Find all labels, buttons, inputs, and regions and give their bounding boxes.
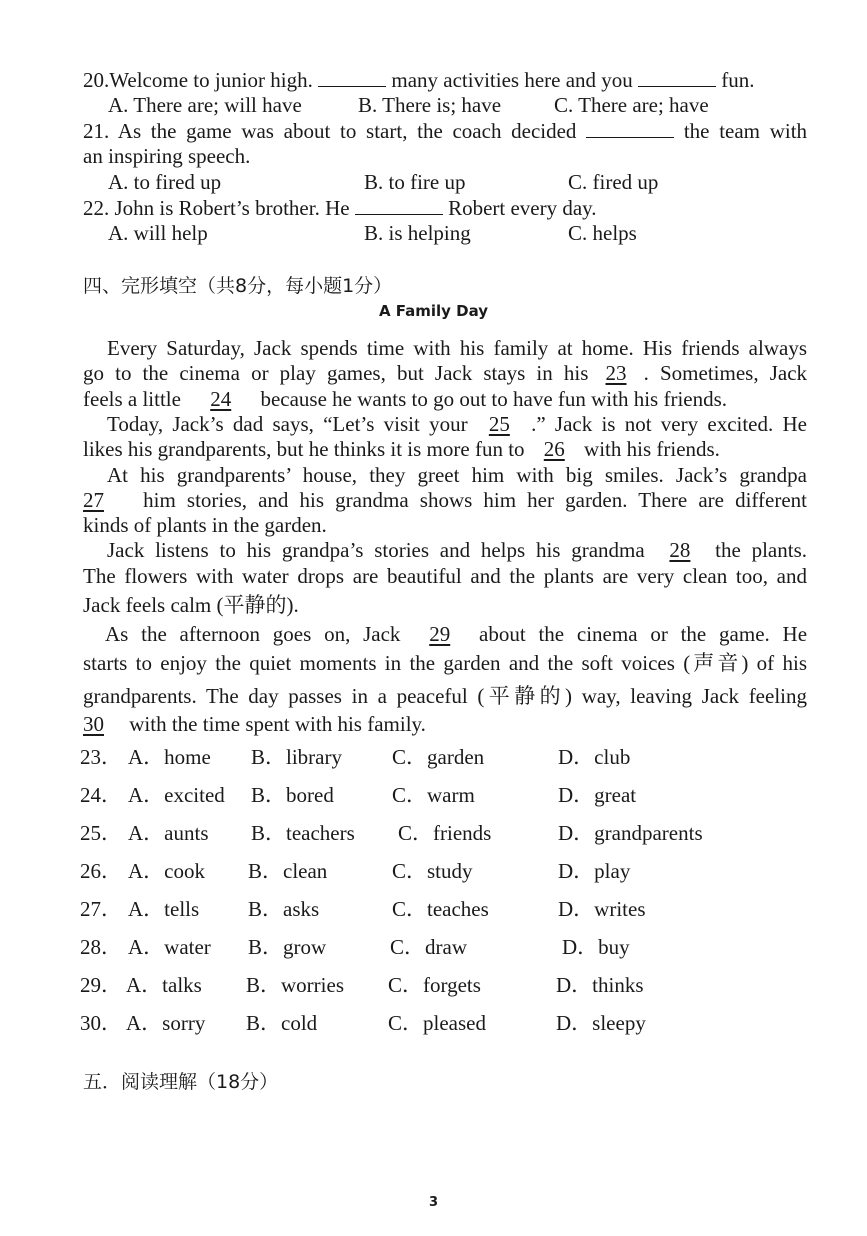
blank-30: 30 — [83, 712, 104, 736]
answer-blank — [318, 66, 386, 87]
question-22-option-a: A. will help — [108, 221, 208, 245]
choice-d: D．thinks — [556, 973, 644, 997]
answer-blank — [586, 117, 674, 138]
choice-d: D．buy — [562, 935, 630, 959]
choice-a: A．aunts — [128, 821, 209, 845]
question-22-option-b: B. is helping — [364, 221, 471, 245]
choice-b: B．cold — [246, 1011, 318, 1035]
choice-c: C．friends — [398, 821, 492, 845]
choice-a: A．tells — [128, 897, 200, 921]
choice-c: C．garden — [392, 745, 485, 769]
choice-number: 26． — [80, 859, 122, 883]
choice-a: A．home — [128, 745, 211, 769]
question-20-option-a: A. There are; will have — [108, 93, 302, 117]
passage-line: At his grandparents’ house, they greet him with big smiles. Jack’s grandpa — [107, 463, 807, 487]
blank-26: 26 — [543, 437, 565, 461]
choice-a: A．excited — [128, 783, 225, 807]
choice-c: C．pleased — [388, 1011, 486, 1035]
choice-number: 29． — [80, 973, 122, 997]
question-22-stem: 22. John is Robert’s brother. He Robert every day. — [83, 196, 597, 220]
choice-d: D．great — [558, 783, 637, 807]
passage-line: As the afternoon goes on, Jack 29 about the cinema or the game. He — [105, 622, 808, 646]
question-20-option-b: B. There is; have — [358, 93, 502, 117]
passage-line: Jack feels calm (平静的). — [83, 593, 299, 617]
passage-line: Jack listens to his grandpa’s stories and helps his grandma 28 the plants. — [107, 538, 807, 562]
passage-line: 30 with the time spent with his family. — [83, 712, 426, 736]
passage-line: Today, Jack’s dad says, “Let’s visit your 25 .” Jack is not very excited. He — [107, 412, 807, 436]
blank-27: 27 — [83, 488, 104, 512]
question-21-option-a: A. to fired up — [108, 170, 222, 194]
choice-number: 24． — [80, 783, 122, 807]
passage-line: likes his grandparents, but he thinks it is more fun to 26 with his friends. — [83, 437, 720, 461]
blank-24: 24 — [210, 387, 232, 411]
blank-23: 23 — [605, 361, 627, 385]
page-number: 3 — [428, 1195, 439, 1210]
question-21-option-c: C. fired up — [568, 170, 659, 194]
choice-d: D．writes — [558, 897, 646, 921]
choice-c: C．warm — [392, 783, 475, 807]
passage-line: feels a little 24 because he wants to go out to have fun with his friends. — [83, 387, 728, 411]
choice-b: B．asks — [248, 897, 320, 921]
passage-line: Every Saturday, Jack spends time with his family at home. His friends always — [107, 336, 807, 360]
question-21-option-b: B. to fire up — [364, 170, 466, 194]
choice-d: D．grandparents — [558, 821, 703, 845]
passage-title: A Family Day — [378, 302, 489, 320]
passage-line: go to the cinema or play games, but Jack stays in his 23 . Sometimes, Jack — [83, 361, 808, 385]
passage-line: kinds of plants in the garden. — [83, 513, 327, 537]
section-5-heading: 五．阅读理解（18分） — [83, 1071, 279, 1093]
blank-25: 25 — [488, 412, 510, 436]
question-22-option-c: C. helps — [568, 221, 637, 245]
answer-blank — [638, 66, 716, 87]
choice-b: B．bored — [251, 783, 334, 807]
passage-line: The flowers with water drops are beautiful and the plants are very clean too, and — [83, 564, 807, 588]
choice-b: B．library — [251, 745, 342, 769]
choice-b: B．grow — [248, 935, 327, 959]
choice-c: C．forgets — [388, 973, 481, 997]
blank-28: 28 — [669, 538, 691, 562]
choice-a: A．talks — [126, 973, 202, 997]
choice-c: C．teaches — [392, 897, 489, 921]
passage-line: 27 him stories, and his grandma shows him her garden. There are different — [83, 488, 807, 512]
question-21-stem: 21. As the game was about to start, the coach decided the team with — [83, 119, 808, 143]
choice-d: D．sleepy — [556, 1011, 646, 1035]
choice-c: C．draw — [390, 935, 467, 959]
choice-a: A．cook — [128, 859, 205, 883]
choice-b: B．clean — [248, 859, 328, 883]
choice-number: 23． — [80, 745, 122, 769]
choice-number: 28． — [80, 935, 122, 959]
passage-line: grandparents. The day passes in a peaceful (平静的) way, leaving Jack feeling — [83, 684, 807, 708]
choice-a: A．water — [128, 935, 211, 959]
question-20-option-c: C. There are; have — [554, 93, 709, 117]
passage-line: starts to enjoy the quiet moments in the garden and the soft voices (声音) of his — [83, 651, 807, 675]
section-4-heading: 四、完形填空（共8分，每小题1分） — [83, 275, 393, 297]
answer-blank — [355, 194, 443, 215]
question-21-stem-continued: an inspiring speech. — [83, 144, 251, 168]
blank-29: 29 — [429, 622, 451, 646]
choice-d: D．play — [558, 859, 631, 883]
choice-a: A．sorry — [126, 1011, 206, 1035]
choice-c: C．study — [392, 859, 473, 883]
choice-b: B．teachers — [251, 821, 355, 845]
choice-number: 25． — [80, 821, 122, 845]
question-20-stem: 20.Welcome to junior high. many activities here and you fun. — [83, 68, 755, 92]
choice-b: B．worries — [246, 973, 344, 997]
choice-d: D．club — [558, 745, 631, 769]
choice-number: 30． — [80, 1011, 122, 1035]
choice-number: 27． — [80, 897, 122, 921]
